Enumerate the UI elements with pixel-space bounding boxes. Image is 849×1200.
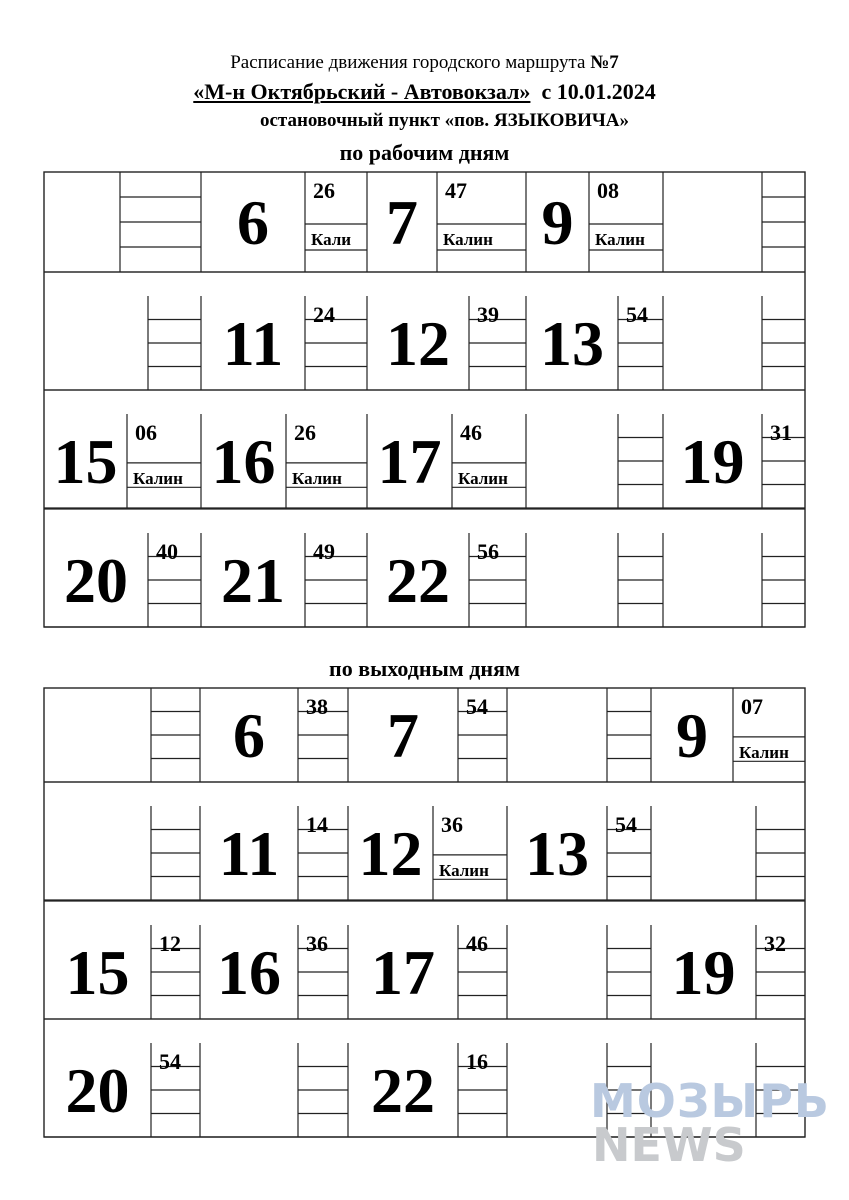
- weekday-minute: 24: [313, 302, 335, 327]
- weekday-hour: 15: [53, 426, 118, 497]
- weekday-route-note: Калин: [443, 230, 493, 249]
- watermark-logo: МОЗЫРЬ NEWS: [590, 1074, 830, 1172]
- weekday-route-note: Калин: [595, 230, 645, 249]
- route-name: «М-н Октябрьский - Автовокзал»: [193, 79, 531, 104]
- weekend-minute: 07: [741, 694, 763, 719]
- weekday-minute: 06: [135, 420, 157, 445]
- weekday-hour: 12: [386, 308, 450, 379]
- weekend-hour: 13: [525, 818, 589, 889]
- weekend-hour: 22: [371, 1055, 435, 1126]
- weekend-hour: 20: [65, 1055, 130, 1126]
- weekend-minute: 54: [615, 812, 637, 837]
- weekday-hour: 20: [64, 545, 128, 616]
- weekday-minute: 54: [626, 302, 648, 327]
- weekend-minute: 36: [306, 931, 328, 956]
- weekend-hour: 9: [676, 700, 708, 771]
- weekday-route-note: Калин: [133, 468, 183, 488]
- weekend-hour: 7: [387, 700, 419, 771]
- weekend-minute: 32: [764, 931, 786, 956]
- weekday-hour: 6: [237, 187, 269, 258]
- weekend-minute: 54: [466, 694, 488, 719]
- schedule-title: Расписание движения городского маршрута №7: [230, 52, 619, 73]
- weekday-minute: 26: [294, 420, 316, 445]
- weekday-minute: 31: [770, 420, 792, 445]
- stop-name: остановочный пункт «пов. ЯЗЫКОВИЧА»: [259, 110, 630, 131]
- weekday-hour: 11: [222, 308, 284, 379]
- weekday-route-note: Калин: [458, 468, 508, 488]
- weekend-route-note: Калин: [739, 742, 789, 762]
- weekday-minute: 49: [313, 539, 335, 564]
- weekday-hour: 13: [540, 308, 604, 379]
- weekend-title: по выходным дням: [329, 656, 520, 681]
- weekend-hour: 15: [65, 937, 130, 1008]
- weekday-hour: 9: [541, 187, 574, 258]
- weekday-minute: 56: [477, 539, 499, 564]
- weekend-minute: 36: [441, 812, 463, 837]
- weekend-route-note: Калин: [439, 860, 489, 880]
- weekday-minute: 40: [156, 539, 178, 564]
- weekday-hour: 16: [211, 426, 276, 497]
- weekday-route-note: Калин: [292, 468, 342, 488]
- weekend-hour: 17: [371, 937, 435, 1008]
- weekend-hour: 16: [217, 937, 281, 1008]
- weekday-title: по рабочим дням: [339, 140, 510, 165]
- weekend-minute: 38: [306, 694, 328, 719]
- weekday-minute: 08: [597, 178, 619, 203]
- weekday-hour: 17: [377, 426, 442, 497]
- weekend-minute: 12: [159, 931, 181, 956]
- weekday-minute: 47: [445, 178, 467, 203]
- weekend-hour: 12: [358, 818, 423, 889]
- weekend-minute: 54: [159, 1049, 181, 1074]
- weekend-minute: 16: [466, 1049, 488, 1074]
- weekday-minute: 39: [477, 302, 499, 327]
- weekday-route-note: Кали: [311, 230, 352, 249]
- weekday-hour: 19: [680, 426, 745, 497]
- effective-date: с 10.01.2024: [541, 79, 656, 104]
- weekend-minute: 14: [306, 812, 328, 837]
- weekday-minute: 26: [313, 178, 335, 203]
- weekend-hour: 6: [233, 700, 265, 771]
- weekend-minute: 46: [466, 931, 488, 956]
- weekday-hour: 21: [221, 545, 285, 616]
- weekday-hour: 7: [386, 187, 418, 258]
- weekday-minute: 46: [460, 420, 482, 445]
- weekend-hour: 19: [671, 937, 736, 1008]
- weekday-hour: 22: [386, 545, 450, 616]
- weekend-hour: 11: [218, 818, 280, 889]
